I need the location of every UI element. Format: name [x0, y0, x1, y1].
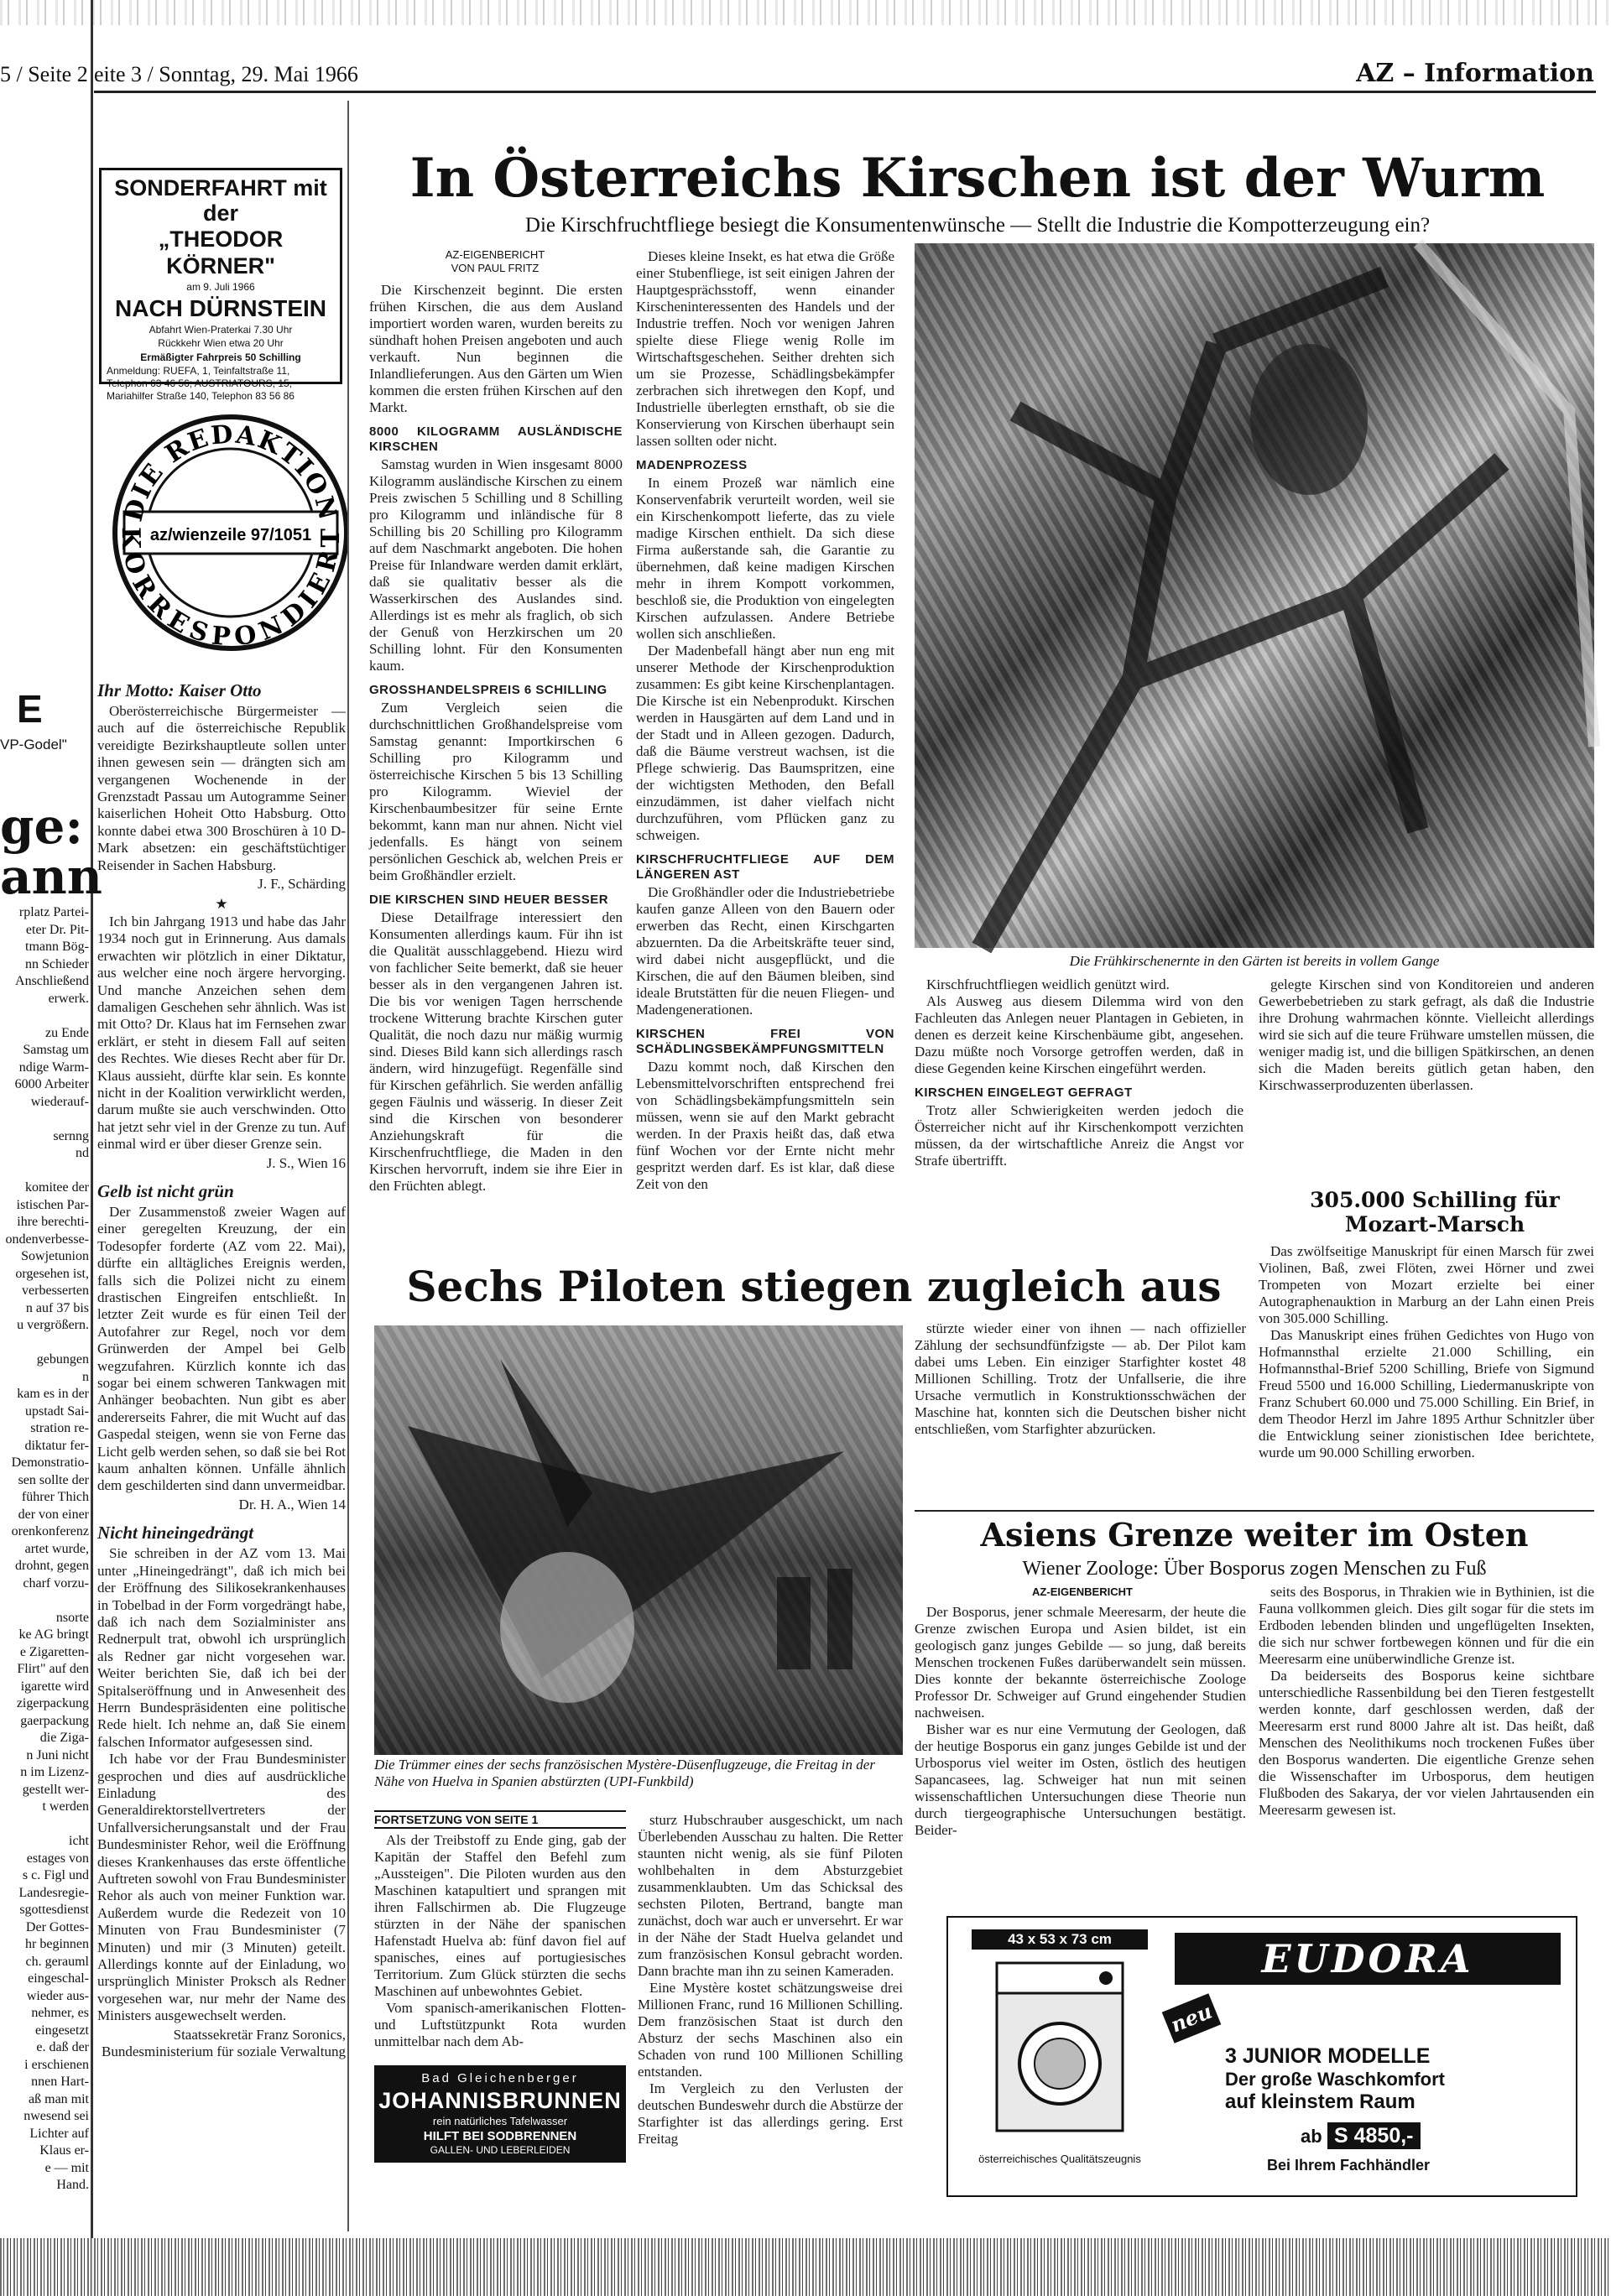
byline-tag: AZ-EIGENBERICHT: [445, 248, 545, 261]
left-fragment-line: icht: [69, 1834, 89, 1848]
main-column-3: [915, 976, 1243, 1237]
main-column-1: [369, 282, 623, 1242]
header-rule: [94, 91, 1596, 93]
paragraph: Im Vergleich zu den Verlusten der deutschen Bundeswehr durch die Abstürze der Starfighter ist das allerdings gering. Erst Freitag: [638, 2080, 903, 2147]
letter-signature: J. F., Schärding: [258, 876, 346, 893]
piloten-column-a: [374, 1832, 626, 2057]
left-fragment-line: tmann Bög-: [25, 940, 89, 954]
left-fragment-line: stration re-: [30, 1421, 89, 1435]
left-fragment-line: wieder aus-: [26, 1988, 89, 2003]
main-subheadline: Die Kirschfruchtfliege besiegt die Konsumentenwünsche — Stellt die Industrie die Kompotterzeugung ein?: [524, 214, 1431, 237]
paragraph: seits des Bosporus, in Thrakien wie in Bythinien, ist die Fauna vollkommen gleich. Dies gilt sogar für die stets im Erdboden lebenden blinden und ungeflügelten Insekten, die sich nur schwer fortbewegen können und für die ein Meeresarm eine unüberwindliche Grenze ist.: [1259, 1584, 1594, 1667]
letter-signature: J. S., Wien 16: [266, 1154, 346, 1171]
left-fragment-line: verbesserten: [22, 1283, 89, 1298]
left-fragment-ge: ge:: [0, 798, 83, 855]
piloten-column-b: [638, 1812, 903, 2231]
left-fragment-line: komitee der: [25, 1180, 89, 1195]
redaktion-stamp: [109, 394, 352, 671]
left-fragment-line: zigerpackung: [16, 1696, 89, 1710]
left-fragment-line: ondenverbesse-: [5, 1231, 89, 1247]
ad-eudora-ab: ab: [1301, 2126, 1322, 2147]
paragraph: gelegte Kirschen sind von Konditoreien und anderen Gewerbebetrieben zu stark gefragt, als daß die Industrie ihre Drohung wahrmachen könnte. Vielleicht allerdings wird sie sich auf die teure Frühware umstellen müssen, die weniger madig ist, und die billigen Spätkirschen, an denen sich die Maden bereits gütlich getan haben, den Kirschwasserproduzenten überlassen.: [1259, 976, 1594, 1093]
subheading: GROSSHANDELSPREIS 6 SCHILLING: [369, 683, 607, 697]
paragraph: Zum Vergleich seien die durchschnittlichen Großhandelspreise vom Samstag genannt: Importkirschen 6 Schilling pro Kilogramm und österreichische Kirschen 5 bis 13 Schilling pro Kilogramm. Wieviel der Kirschenbaumbesitzer für seine Ernte bekommt, kann man nur ahnen. Nicht viel jedenfalls. Es hängt von seinem persönlichen Geschick ab, welchen Preis er beim Großhändler erzielt.: [369, 700, 623, 883]
subheading: 8000 KILOGRAMM AUSLÄNDISCHE KIRSCHEN: [369, 424, 623, 454]
left-fragment-vp: VP-Godel": [0, 737, 67, 752]
left-fragment-line: Sowjetunion: [21, 1249, 89, 1263]
left-fragment-line: drohnt, gegen: [15, 1559, 89, 1573]
ad-sonderfahrt: [99, 168, 342, 402]
ad-johannis-line: rein natürliches Tafelwasser: [432, 2115, 568, 2127]
left-fragment-line: wiederauf-: [30, 1094, 89, 1109]
left-fragment-line: der von einer: [18, 1507, 89, 1522]
mozart-body: [1259, 1243, 1594, 1520]
ad-eudora-dealer: Bei Ihrem Fachhändler: [1267, 2157, 1431, 2174]
header-left-fragment: 5 / Seite 2: [0, 62, 88, 86]
ad-johannis-brand: JOHANNISBRUNNEN: [378, 2088, 622, 2113]
left-fragment-line: nsorte: [55, 1610, 89, 1625]
left-fragment-line: ihre berechti-: [17, 1215, 89, 1229]
plane-photo-caption: Die Trümmer eines der sechs französischen Mystère-Düsenflugzeuge, die Freitag in der Nähe von Huelva in Spanien abstürzten (UPI-Funkbild): [374, 1757, 875, 1789]
paragraph: Die Großhändler oder die Industriebetriebe kaufen ganze Alleen von den Bauern oder erwerben das Recht, einen Kirschgarten abzuernten. Da die Arbeitskräfte teuer sind, wird dabei nicht ausgepflückt, und die Kirschen, die auf den Bäumen bleiben, sind ideale Brutstätten für die neuen Fliegen- und Madengenerationen.: [636, 884, 894, 1018]
left-fragment-line: Landesregie-: [18, 1885, 89, 1900]
paragraph: stürzte wieder einer von ihnen — nach offizieller Zählung der sechsundfünfzigste — ab. Der Pilot kam dabei ums Leben. Ein einziger Starfighter kostet 48 Millionen Schilling. Trotz der Unfallserie, die ihre Ursache vermutlich in Konstruktionsschwächen der Maschine hat, konnten sich die Deutschen bisher nicht entschließen, vom Starfighter abzurücken.: [915, 1320, 1246, 1437]
left-fragment-line: [0, 1335, 89, 1352]
byline-author: VON PAUL FRITZ: [451, 262, 540, 274]
left-fragment-line: charf vorzu-: [23, 1575, 89, 1591]
ad-sonderfahrt-line: Ermäßigter Fahrpreis 50 Schilling: [140, 351, 301, 363]
left-fragment-line: sernng: [53, 1128, 89, 1143]
left-fragment-line: nn Schieder: [25, 956, 89, 971]
left-fragment-line: ch. gerauml: [25, 1954, 89, 1969]
left-fragment-line: sen sollte der: [18, 1472, 89, 1487]
left-fragment-column: [0, 904, 89, 2192]
ad-eudora-models: 3 JUNIOR MODELLE: [1225, 2044, 1431, 2068]
washing-machine-icon: [972, 1955, 1148, 2148]
paragraph: Diese Detailfrage interessiert den Konsumenten allerdings kaum. Für ihn ist die Qualität ausschlaggebend. Hiezu wird von fachlicher Seite bemerkt, daß sie heuer besser als in den vergangenen Jahren ist. Die bis vor wenigen Tagen herrschende trockene Witterung brachte Kirschen guter Qualität, die noch dazu nur mäßig wurmig sind. Dieses Bild kann sich allerdings rasch ändern, wird hinzugefügt. Regenfälle sind für Kirschen gefährlich. Sie werden anfällig gegen Fäulnis und wässerig. In dieser Zeit sind die Kirschen von besonderer Anziehungskraft für die Kirschenfruchtfliege, die Maden in den Kirschen hervorruft, indem sie ihre Eier in den Früchten ablegt.: [369, 909, 623, 1194]
paragraph: Da beiderseits des Bosporus keine sichtbare unterschiedliche Rassenbildung bei den Tieren festgestellt werden konnte, darf geschlossen werden, daß der Meeresarm erst rund 8000 Jahre alt ist. Das heißt, daß Menschen des Neolithikums noch trockenen Fußes über den Bosporus wanderten. Die eigentliche Grenze sehen die Wissenschafter im Urbosporus, dem heutigen Flußboden des Sakarya, der vor vielen Jahrtausenden ein Meeresarm gewesen ist.: [1259, 1668, 1594, 1818]
paragraph: Ich bin Jahrgang 1913 und habe das Jahr 1934 noch gut in Erinnerung. Aus damals erwachten wir plötzlich in einer Diktatur, aus welcher eine noch ärgere hervorging. Und manche Anzeichen sehen dem damaligen Geschehen sehr ähnlich. Was ist mit Otto? Dr. Klaus hat im Fernsehen zwar erklärt, er steht in diesem Fall auf seiten des Rechtes. Wie dieses Recht aber für Dr. Klaus aussieht, dürfte klar sein. Es konnte nicht in der Koalition verwirklicht werden, darum mußte sie auch verschwinden. Otto hat jetzt sehr viel in der Grenze zu tun. Auf einmal wird er über dieser Grenze sein.: [97, 913, 346, 1153]
ad-johannis-line: GALLEN- UND LEBERLEIDEN: [430, 2144, 571, 2156]
asien-subheadline: Wiener Zoologe: Über Bosporus zogen Menschen zu Fuß: [1022, 1558, 1487, 1580]
left-fragment-line: zu Ende: [45, 1025, 89, 1040]
tree-branches-graphic: [915, 243, 1594, 948]
left-fragment-line: n im Lizenz-: [20, 1765, 89, 1779]
left-fragment-line: Hand.: [56, 2178, 89, 2192]
left-fragment-line: s c. Figl und: [22, 1868, 89, 1882]
ad-eudora-size: 43 x 53 x 73 cm: [972, 1929, 1148, 1950]
paragraph: Als der Treibstoff zu Ende ging, gab der Kapitän der Staffel den Befehl zum „Aussteigen". Die Piloten wurden aus den Maschinen katapultiert und sprangen mit ihren Fallschirmen ab. Die Flugzeuge stürzten in der Nähe der spanischen Hafenstadt Huelva ab: fünf davon fiel auf spanisches, eines auf portugiesisches Territorium. Zum Glück stürzten die sechs Maschinen auf unbewohntes Gebiet.: [374, 1832, 626, 1999]
letter-signature: Staatssekretär Franz Soronics, Bundesministerium für soziale Verwaltung: [102, 2026, 346, 2060]
left-fragment-line: erwerk.: [48, 991, 89, 1006]
left-fragment-line: Flirt" auf den: [17, 1662, 89, 1676]
left-fragment-line: nd: [76, 1146, 89, 1160]
left-fragment-line: eter Dr. Pit-: [25, 922, 89, 937]
paragraph: Oberösterreichische Bürgermeister — auch auf die österreichische Republik vereidigte Bezirkshauptleute sollen unter ihnen gewesen sein — drängten sich am vergangenen Wochenende in der Grenzstadt Passau um Autogramme Seiner kaiserlichen Hoheit Otto Habsburg. Otto konnte dabei etwa 300 Broschüren à 10 D-Mark absetzen: ein geschäftstüchtiger Reisender in Sachen Habsburg.: [97, 703, 346, 873]
paragraph: Die Kirschenzeit beginnt. Die ersten frühen Kirschen, die aus dem Ausland importiert worden waren, wurden bereits zu sündhaft hohen Preisen angeboten und auch verkauft. Nun beginnen die Inlandlieferungen. Aus den Gärten um Wien kommen die ersten frühen Kirschen auf den Markt.: [369, 282, 623, 415]
asien-top-rule: [915, 1510, 1594, 1512]
ad-sonderfahrt-line: Anmeldung: RUEFA, 1, Teinfaltstraße 11,: [107, 365, 290, 377]
ad-eudora-new-badge: neu: [1162, 1993, 1222, 2043]
stamp-graphic: [109, 394, 352, 671]
ad-eudora-price: S 4850,-: [1327, 2122, 1421, 2149]
ad-sonderfahrt-title2: „THEODOR KÖRNER": [158, 226, 284, 279]
left-fragment-line: n auf 37 bis: [25, 1300, 89, 1315]
left-fragment-line: nehmer, es: [31, 2006, 89, 2020]
letter-title: Nicht hineingedrängt: [97, 1523, 254, 1544]
paragraph: Der Bosporus, jener schmale Meeresarm, der heute die Grenze zwischen Europa und Asien bildet, ist ein geologisch ganz junges Gebilde — so jung, daß bereits Menschen trockenen Fußes darüberwandelt sein müssen. Dies konnte der bekannte österreichische Zoologe Professor Dr. Schweiger auf Grund eingehender Studien nachweisen.: [915, 1604, 1246, 1721]
ad-sonderfahrt-line: Rückkehr Wien etwa 20 Uhr: [158, 337, 284, 349]
paragraph: Dazu kommt noch, daß Kirschen den Lebensmittelvorschriften entsprechend frei von Schädlingsbekämpfungsmitteln sein müssen, wenn sie auf den Markt gebracht werden. In der Praxis heißt das, daß etwa fünf Wochen vor der Ernte nicht mehr gespritzt werden darf. Es ist klar, daß diese Zeit von den: [636, 1059, 894, 1192]
stamp-top-text: DIE REDAKTION: [118, 419, 343, 525]
left-fragment-line: igarette wird: [20, 1679, 89, 1694]
subheading: MADENPROZESS: [636, 458, 748, 472]
left-fragment-line: Lichter auf: [29, 2126, 89, 2141]
top-scan-edge: [0, 0, 1611, 25]
left-fragment-line: [0, 1163, 89, 1180]
left-fragment-line: eingesetzt: [35, 2023, 89, 2038]
left-fragment-line: [0, 1007, 89, 1025]
left-fragment-line: n Juni nicht: [26, 1747, 89, 1762]
ad-sonderfahrt-line: Telephon 63 46 56; AUSTRIATOURS, 15,: [107, 377, 293, 389]
continuation-label: FORTSETZUNG VON SEITE 1: [374, 1810, 626, 1829]
left-fragment-line: hr beginnen: [25, 1937, 89, 1951]
main-column-4: [1259, 976, 1594, 1169]
paragraph: Sie schreiben in der AZ vom 13. Mai unter „Hineingedrängt", daß ich mich bei der Eröffnung des Silikosekrankenhauses in Tobelbad in der Form vorgedrängt habe, daß ich nach dem Sozialminister ans Rednerpult trat, obwohl ich ursprünglich als Redner gar nicht vorgesehen war. Weiter berichten Sie, daß ich bei der Spitalseröffnung und in Anwesenheit des Herrn Bundespräsidenten eine politische Rede hielt. Ich nehme an, daß Sie einem falschen Informator aufgesessen sind.: [97, 1545, 346, 1750]
left-fragment-line: ke AG bringt: [18, 1627, 89, 1642]
left-fragment-line: führer Thich: [21, 1490, 89, 1504]
left-fragment-line: aß man mit: [29, 2091, 89, 2106]
mozart-headline: 305.000 Schilling für Mozart-Marsch: [1310, 1188, 1560, 1237]
left-fragment-line: nnen Hart-: [31, 2075, 89, 2089]
letter-title: Gelb ist nicht grün: [97, 1180, 234, 1201]
ad-sonderfahrt-line: Mariahilfer Straße 140, Telephon 83 56 86: [107, 390, 295, 402]
main-byline: [369, 248, 621, 275]
asien-column-b: [1259, 1584, 1594, 1856]
paragraph: Kirschfruchtfliegen weidlich genützt wird.: [926, 976, 1170, 992]
left-fragment-line: upstadt Sai-: [25, 1403, 89, 1419]
paragraph: In einem Prozeß war nämlich eine Konservenfabrik verurteilt worden, weil sie ein Kirschenkompott lieferte, das zu viele madige Kirschen enthielt. Da sich diese Firma außerstande sah, die Garantie zu übernehmen, daß keine madigen Kirschen mehr in ihrem Kompott vorkommen, beschloß sie, die Produktion von eingelegten Kirschen aufzulassen. Andere Betriebe wollen sich anschließen.: [636, 475, 894, 642]
cherry-photo-caption: Die Frühkirschenernte in den Gärten ist bereits in vollem Gange: [1069, 953, 1440, 969]
left-fragment-line: istischen Par-: [16, 1197, 89, 1212]
piloten-headline: Sechs Piloten stiegen zugleich aus: [406, 1262, 1222, 1311]
left-fragment-line: e — mit: [44, 2160, 89, 2175]
ad-eudora-tagline: Der große Waschkomfort: [1225, 2069, 1446, 2090]
svg-text:DIE REDAKTION: [119, 419, 343, 524]
ad-eudora-quality: österreichisches Qualitätszeugnis: [978, 2153, 1141, 2165]
subheading: KIRSCHFRUCHTFLIEGE AUF DEM LÄNGEREN AST: [636, 852, 894, 882]
ad-eudora-tagline: auf kleinstem Raum: [1225, 2090, 1415, 2113]
ad-johannisbrunnen: [374, 2065, 626, 2163]
left-fragment-line: rplatz Partei-: [18, 905, 89, 919]
left-fragment-line: artet wurde,: [24, 1541, 89, 1556]
left-fragment-line: orgesehen ist,: [15, 1266, 89, 1281]
ad-eudora: [946, 1916, 1577, 2197]
left-fragment-line: e. daß der: [36, 2040, 89, 2054]
ad-sonderfahrt-date: am 9. Juli 1966: [186, 281, 255, 293]
left-fragment-line: die Ziga-: [39, 1731, 89, 1745]
paragraph: sturz Hubschrauber ausgeschickt, um nach Überlebenden Ausschau zu halten. Die Retter staunten nicht wenig, als sie fünf Piloten wohlbehalten in dem Absturzgebiet zusammenklaubten. Um das Schicksal des sechsten Piloten, Bertrand, bangte man zunächst, doch war auch er unversehrt. Er war in der Nähe der Stadt Huelva gelandet und zum französischen Konsul gebracht worden. Dann brachte man ihn zu seinen Kameraden.: [638, 1812, 903, 1979]
header-page-info: eite 3 / Sonntag, 29. Mai 1966: [94, 62, 358, 86]
left-fragment-line: Anschließend: [15, 974, 89, 988]
header-section: AZ – Information: [1356, 59, 1594, 88]
stamp-address: az/wienzeile 97/1051: [149, 526, 312, 544]
ad-sonderfahrt-line: Abfahrt Wien-Praterkai 7.30 Uhr: [149, 324, 293, 336]
left-fragment-line: i erschienen: [24, 2057, 89, 2072]
ad-sonderfahrt-title1: SONDERFAHRT mit der: [114, 175, 327, 226]
ad-johannis-line: HILFT BEI SODBRENNEN: [423, 2129, 577, 2143]
left-fragment-line: Samstag um: [23, 1043, 89, 1057]
left-fragment-line: sgottesdienst: [19, 1903, 89, 1917]
paragraph: Trotz aller Schwierigkeiten werden jedoch die Österreicher nicht auf ihr Kirschenkompott verzichten müssen, da der wirtschaftliche Anreiz die Angst vor Strafe übertrifft.: [915, 1102, 1243, 1169]
paragraph: Bisher war es nur eine Vermutung der Geologen, daß der heutige Bosporus ein ganz junges Gebilde ist und der Urbosporus viel weiter im Osten, östlich des heutigen Sapancasees, lag. Schweiger hat nun mit seinen wissenschaftlichen Untersuchungen diese Theorie nun durch tiergeographische Untersuchungen bestätigt. Beider-: [915, 1721, 1246, 1838]
left-fragment-line: gaerpackung: [20, 1713, 89, 1728]
left-fragment-line: [0, 1111, 89, 1128]
letter-signature: Dr. H. A., Wien 14: [238, 1496, 346, 1512]
subheading: KIRSCHEN FREI VON SCHÄDLINGSBEKÄMPFUNGSMITTELN: [636, 1027, 894, 1056]
main-column-2: [636, 248, 894, 1242]
left-fragment-line: eingeschal-: [28, 1971, 89, 1986]
letters-column: [97, 671, 346, 2231]
subheading: DIE KIRSCHEN SIND HEUER BESSER: [369, 893, 609, 907]
paragraph: Dieses kleine Insekt, es hat etwa die Größe einer Stubenfliege, ist seit einigen Jahren der Hauptgesprächsstoff, wenn einander Kirscheninteressenten des Handels und der Industrie treffen. Noch vor wenigen Jahren spielte diese Fliege wenig Rolle im Wirtschaftsgeschehen. Seither drehten sich um sie Prozesse, Schädlingsbekämpfer zerbrachen sich ihretwegen den Kopf, und Industrielle überlegten ernsthaft, ob sie die Konservierung von Kirschen überhaupt sein lassen sollten oder nicht.: [636, 248, 894, 449]
paragraph: Das zwölfseitige Manuskript für einen Marsch für zwei Violinen, Baß, zwei Flöten, zwei Hörner und zwei Trompeten von Mozart erzielte bei einer Autographenauktion in Marburg an der Lahn einen Preis von 305.000 Schilling.: [1259, 1243, 1594, 1326]
left-fragment-line: Klaus er-: [39, 2143, 89, 2158]
left-fragment-line: orenkonferenz: [11, 1524, 89, 1538]
ad-eudora-brand: EUDORA: [1175, 1933, 1561, 1985]
stamp-bottom-text: KORRESPONDIERT: [116, 526, 346, 653]
paragraph: Der Zusammenstoß zweier Wagen auf einer geregelten Kreuzung, der ein Todesopfer forderte (AZ vom 22. Mai), dürfte ein alltägliches Ereignis werden, falls sich die Polizei nicht zu einem drastischen Eingreifen entschließt. In letzter Zeit wurde es für einen Teil der Autofahrer zur Regel, noch vor dem Grünwerden der Ampel bei Gelb wegzufahren. Kürzlich konnte ich das sogar bei einem schweren Tankwagen mit Anhänger beobachten. Nun gibt es aber andererseits Fahrer, die mit Wucht auf das Gaspedal steigen, wenn sie von Ferne das Licht gelb werden sehen, so daß sie bei Rot kaum anhalten können. Unfälle ähnlich dem geschilderten sind dann unvermeidbar.: [97, 1203, 347, 1494]
paragraph: Das Manuskript eines frühen Gedichtes von Hugo von Hofmannsthal erzielte 21.000 Schilling, ein Hofmannsthal-Brief 5200 Schilling, Briefe von Sigmund Freud 5500 und 16.000 Schilling, Liedermanuskripte von Franz Schubert 60.000 und 75.000 Schilling. Ein Brief, in dem Theodor Herzl im Jahre 1895 Arthur Schnitzler über die Entwicklung seiner zionistischen Idee berichtete, wurde um 90.000 Schilling erworben.: [1259, 1327, 1594, 1460]
ad-sonderfahrt-destination: NACH DÜRNSTEIN: [115, 295, 326, 321]
left-fragment-line: kam es in der: [17, 1387, 89, 1401]
paragraph: Samstag wurden in Wien insgesamt 8000 Kilogramm ausländische Kirschen zu einem Preis zwischen 5 Schilling und 8 Schilling pro Kilogramm und inländische für 8 Schilling bis 20 Schilling pro Kilogramm auf dem Naschmarkt angeboten. Die hohen Preise für Inlandware werden damit erklärt, daß sie qualitativ besser als die Wasserkirschen des Auslandes sind. Allerdings ist es mehr als fraglich, ob sich der Genuß von Herzkirschen um 20 Schilling lohnt. Für den Konsumenten kaum.: [369, 456, 623, 674]
left-fragment-line: Demonstratio-: [11, 1455, 89, 1470]
left-fragment-line: e Zigaretten-: [19, 1644, 89, 1659]
piloten-column-c: [915, 1320, 1246, 1505]
left-fragment-line: [0, 1816, 89, 1834]
left-fragment-line: 6000 Arbeiter: [14, 1077, 89, 1091]
main-headline: In Österreichs Kirschen ist der Wurm: [409, 147, 1546, 210]
left-fragment-line: gestellt wer-: [22, 1782, 89, 1797]
left-fragment-line: [0, 1592, 89, 1610]
header-fold-line: [91, 0, 93, 2296]
left-fragment-line: diktatur fer-: [24, 1438, 89, 1453]
bottom-scan-edge: [0, 2238, 1611, 2296]
letter-title: Ihr Motto: Kaiser Otto: [97, 680, 262, 700]
asien-headline: Asiens Grenze weiter im Osten: [980, 1516, 1529, 1554]
left-fragment-ann: ann: [0, 848, 102, 905]
separator-star: ★: [215, 896, 228, 913]
left-fragment-line: u vergrößern.: [17, 1318, 89, 1332]
letters-column-rule: [347, 101, 349, 2231]
left-fragment-e: E: [17, 687, 43, 731]
ad-johannis-line: Bad Gleichenberger: [421, 2071, 579, 2085]
asien-byline: AZ-EIGENBERICHT: [1032, 1585, 1133, 1598]
paragraph: Ich habe vor der Frau Bundesminister gesprochen und dies auf ausdrückliche Einladung des Generaldirektorstellvertreters der Unfallversicherungsanstalt und der Frau Bundesminister Rehor, weil die Eröffnung dieses Krankenhauses das erste öffentliche Auftreten sowohl von Frau Bundesminister Rehor als auch von meiner Funktion war. Außerdem wurde die Redezeit von 10 Minuten von Frau Bundesminister (7 Minuten) und mir (3 Minuten) geteilt. Allerdings konnte auf der Einladung, wo ursprünglich Minister Proksch als Redner vorgesehen war, nur mehr der Name des Ministers ausgewechselt werden.: [97, 1751, 346, 2024]
asien-column-a: [915, 1604, 1246, 1856]
left-fragment-line: estages von: [26, 1851, 89, 1866]
left-fragment-line: ndige Warm-: [18, 1059, 89, 1075]
subheading: KIRSCHEN EINGELEGT GEFRAGT: [915, 1086, 1133, 1100]
left-fragment-line: gebungen: [36, 1352, 89, 1367]
paragraph: Eine Mystère kostet schätzungsweise drei Millionen Franc, rund 16 Millionen Schilling. Dem französischen Staat ist durch den Absturz der sechs Maschinen also ein Schaden von rund 100 Millionen Schilling entstanden.: [638, 1980, 903, 2080]
left-fragment-line: Der Gottes-: [25, 1919, 89, 1934]
cherry-harvest-photo: [915, 243, 1594, 948]
left-fragment-line: nwesend sei: [23, 2109, 89, 2123]
plane-wreck-photo: [374, 1325, 903, 1755]
left-fragment-line: n: [82, 1369, 89, 1384]
paragraph: Vom spanisch-amerikanischen Flotten- und Luftstützpunkt Rota wurden unmittelbar nach dem Ab-: [374, 2000, 626, 2049]
plane-wreck-graphic: [374, 1325, 903, 1755]
left-fragment-line: t werden: [42, 1799, 89, 1814]
paragraph: Der Madenbefall hängt aber nun eng mit unserer Methode der Kirschenproduktion zusammen: Es gibt keine Kirschenplantagen. Die Kirsche ist ein Nebenprodukt. Kirschen werden in Hausgärten auf dem Land und in der Stadt und in Alleen gezogen. Dadurch, daß die Bäume verstreut wachsen, ist die Pflege schwierig. Das Baumspritzen, eine der wichtigsten Methoden, den Befall einzudämmen, ist daher vielfach nicht durchzuführen, vom Pflücken ganz zu schweigen.: [636, 643, 894, 843]
paragraph: Als Ausweg aus diesem Dilemma wird von den Fachleuten das Anlegen neuer Plantagen in Gebieten, in denen es derzeit keine Kirschenbäume gibt, angesehen. Dazu müßte noch Vorsorge getroffen werden, daß in diese Gegenden keine Kirschen eingeführt werden.: [915, 993, 1243, 1076]
